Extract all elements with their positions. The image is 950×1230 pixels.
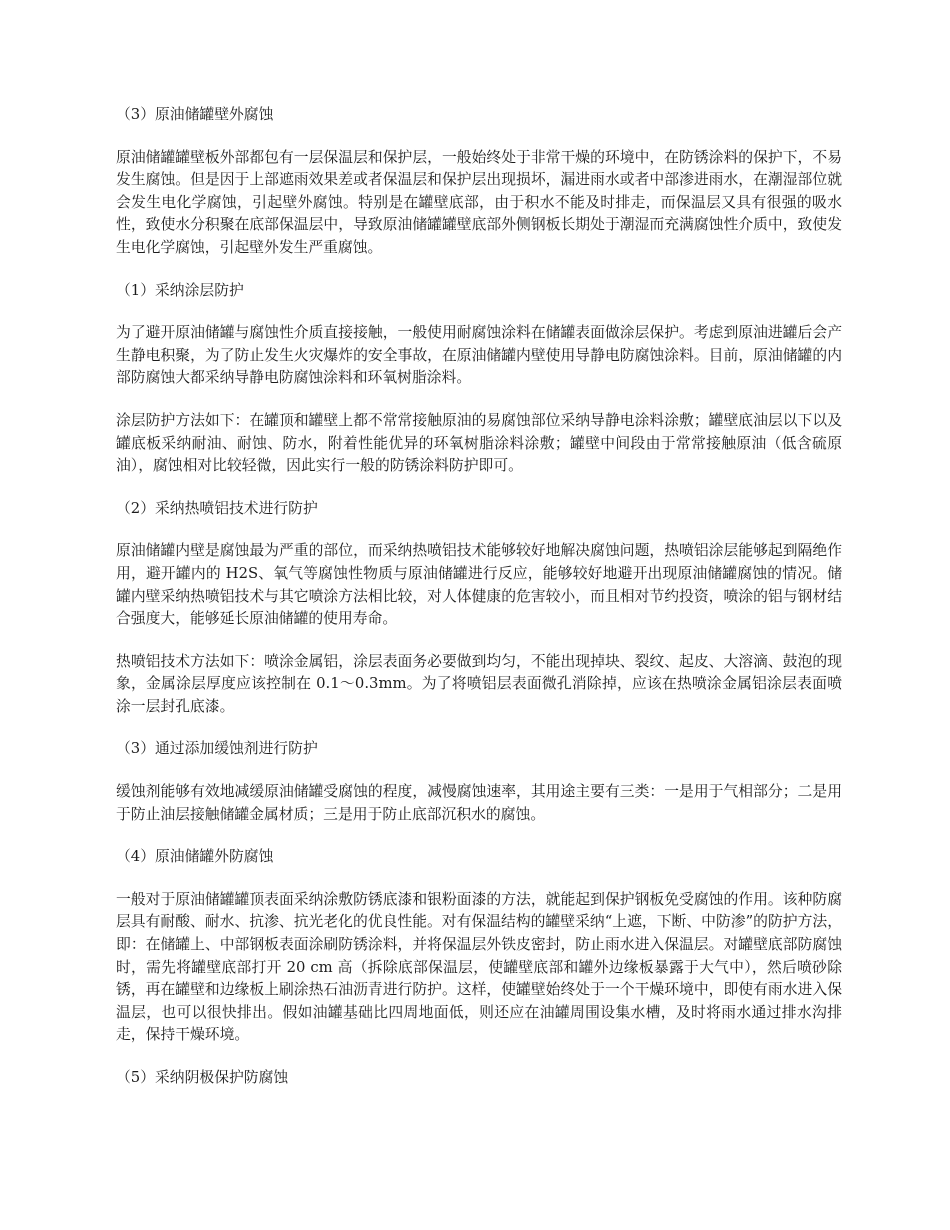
- section-heading-external-anticorrosion: （4）原油储罐外防腐蚀: [116, 848, 274, 866]
- document-body: [116, 104, 842, 1110]
- paragraph-thermal-spray-intro: 原油储罐内壁是腐蚀最为严重的部位，而采纳热喷铝技术能够较好地解决腐蚀问题，热喷铝涂层能够起到隔绝作用，避开罐内的 H2S、氧气等腐蚀性物质与原油储罐进行反应，能够较好地避开出现原油储罐腐蚀的情况。储罐内壁采纳热喷铝技术与其它喷涂方法相比较，对人体健康的危害较小，而且相对节约投资，喷涂的铝与钢材结合强度大，能够延长原油储罐的使用寿命。: [116, 542, 842, 628]
- paragraph-external-anticorrosion: 一般对于原油储罐罐顶表面采纳涂敷防锈底漆和银粉面漆的方法，就能起到保护钢板免受腐蚀的作用。该种防腐层具有耐酸、耐水、抗渗、抗光老化的优良性能。对有保温结构的罐壁采纳“上遮，下断、中防渗”的防护方法，即：在储罐上、中部钢板表面涂刷防锈涂料，并将保温层外铁皮密封，防止雨水进入保温层。对罐壁底部防腐蚀时，需先将罐壁底部打开 20 cm 高（拆除底部保温层，使罐壁底部和罐外边缘板暴露于大气中），然后喷砂除锈，再在罐壁和边缘板上刷涂热石油沥青进行防护。这样，使罐壁始终处于一个干燥环境中，即使有雨水进入保温层，也可以很快排出。假如油罐基础比四周地面低，则还应在油罐周围设集水槽，及时将雨水通过排水沟排走，保持干燥环境。: [116, 890, 842, 1044]
- section-heading-corrosion-inhibitor: （3）通过添加缓蚀剂进行防护: [116, 740, 318, 758]
- paragraph-thermal-spray-method: 热喷铝技术方法如下：喷涂金属铝，涂层表面务必要做到均匀，不能出现掉块、裂纹、起皮、大溶滴、鼓泡的现象，金属涂层厚度应该控制在 0.1～0.3mm。为了将喷铝层表面微孔消除掉，应该在热喷涂金属铝涂层表面喷涂一层封孔底漆。: [116, 652, 842, 715]
- paragraph-coating-intro: 为了避开原油储罐与腐蚀性介质直接接触，一般使用耐腐蚀涂料在储罐表面做涂层保护。考虑到原油进罐后会产生静电积聚，为了防止发生火灾爆炸的安全事故，在原油储罐内壁使用导静电防腐蚀涂料。目前，原油储罐的内部防腐蚀大都采纳导静电防腐蚀涂料和环氧树脂涂料。: [116, 324, 842, 387]
- section-heading-coating-protection: （1）采纳涂层防护: [116, 281, 244, 299]
- section-heading-thermal-spray-aluminum: （2）采纳热喷铝技术进行防护: [116, 499, 318, 517]
- paragraph-corrosion-inhibitor: 缓蚀剂能够有效地减缓原油储罐受腐蚀的程度，减慢腐蚀速率，其用途主要有三类：一是用于气相部分；二是用于防止油层接触储罐金属材质；三是用于防止底部沉积水的腐蚀。: [116, 783, 842, 823]
- paragraph-coating-method: 涂层防护方法如下：在罐顶和罐壁上都不常常接触原油的易腐蚀部位采纳导静电涂料涂敷；罐壁底油层以下以及罐底板采纳耐油、耐蚀、防水，附着性能优异的环氧树脂涂料涂敷；罐壁中间段由于常常接触原油（低含硫原油），腐蚀相对比较轻微，因此实行一般的防锈涂料防护即可。: [116, 411, 842, 475]
- paragraph-exterior-corrosion: 原油储罐罐壁板外部都包有一层保温层和保护层，一般始终处于非常干燥的环境中，在防锈涂料的保护下，不易发生腐蚀。但是因于上部遮雨效果差或者保温层和保护层出现损坏，漏进雨水或者中部渗进雨水，在潮湿部位就会发生电化学腐蚀，引起壁外腐蚀。特别是在罐壁底部，由于积水不能及时排走，而保温层又具有很强的吸水性，致使水分积聚在底部保温层中，导致原油储罐罐壁底部外侧钢板长期处于潮湿而充满腐蚀性介质中，致使发生电化学腐蚀，引起壁外发生严重腐蚀。: [116, 148, 842, 256]
- section-heading-exterior-corrosion: （3）原油储罐壁外腐蚀: [116, 106, 274, 123]
- section-heading-cathodic-protection: （5）采纳阴极保护防腐蚀: [116, 1069, 289, 1086]
